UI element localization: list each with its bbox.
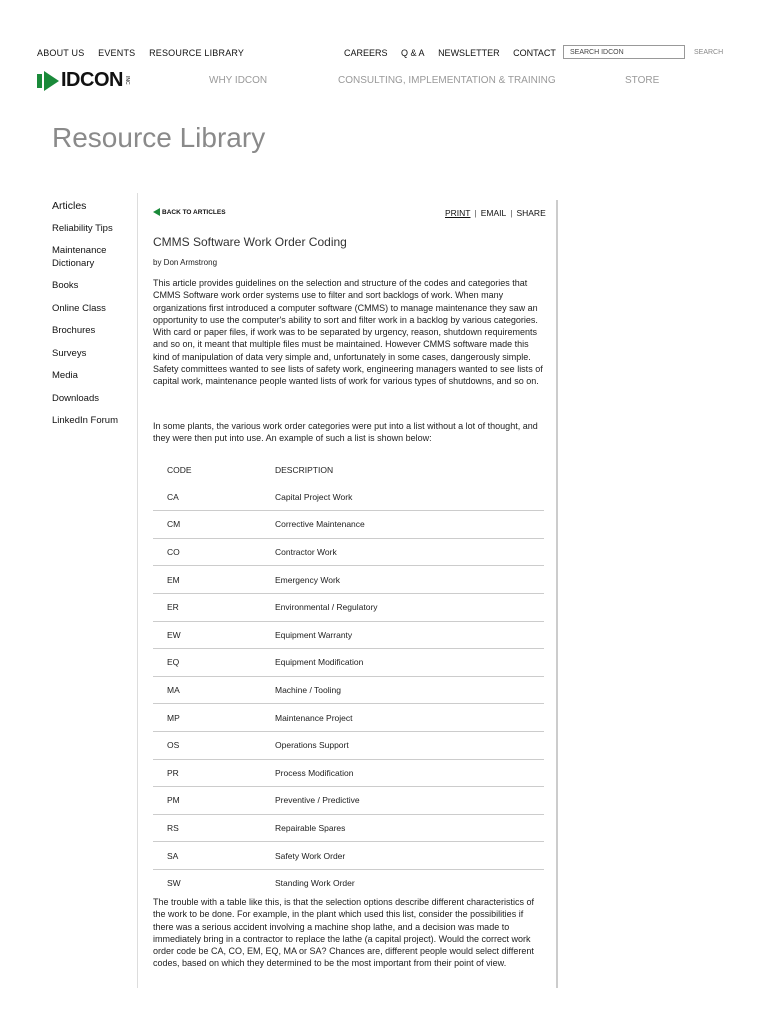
article-title: CMMS Software Work Order Coding [153, 235, 347, 249]
description-cell: Preventive / Predictive [275, 795, 360, 806]
sidebar-item-maintenance-dictionary[interactable]: Maintenance Dictionary [52, 245, 107, 269]
description-cell: Operations Support [275, 740, 349, 751]
sidebar-item-online-class[interactable]: Online Class [52, 302, 106, 314]
code-cell: SW [167, 878, 181, 889]
code-cell: SA [167, 850, 179, 861]
nav-events[interactable]: EVENTS [98, 48, 136, 58]
email-link[interactable]: EMAIL [480, 208, 507, 218]
code-cell: PR [167, 767, 179, 778]
article-paragraph-2: In some plants, the various work order categories were put into a list without a lot of thought, and they were then put into use. An example of such a list is shown below: [153, 421, 538, 444]
header-description: DESCRIPTION [275, 465, 334, 476]
description-cell: Standing Work Order [275, 878, 355, 889]
description-cell: Environmental / Regulatory [275, 602, 378, 613]
content-divider-left [137, 193, 138, 988]
code-cell: PM [167, 795, 180, 806]
description-cell: Capital Project Work [275, 491, 353, 502]
description-cell: Contractor Work [275, 547, 337, 558]
logo-arrow-icon [37, 71, 59, 91]
table-row [153, 484, 544, 511]
sidebar-item-books[interactable]: Books [52, 280, 79, 291]
description-cell: Corrective Maintenance [275, 519, 365, 530]
article-paragraph-3: The trouble with a table like this, is that the selection options describe different characteristics of the work to be done. For example, in the plant which used this list, consider the possibilities if there was a serious accident involving a machine shop lathe, and a decision was made to immediately bring in a contractor to replace the lathe (a capital project). Would the correct work order code be CA, CO, EM, EQ, MA or SA? Chances are, different people would select different codes, based on which they determined to be the most important from their point of view. [153, 897, 535, 969]
sidebar-item-surveys[interactable]: Surveys [52, 347, 87, 359]
table-row [153, 787, 544, 815]
back-to-articles-link[interactable] [153, 208, 226, 216]
table-row [153, 566, 544, 594]
nav-qa[interactable]: Q & A [401, 48, 425, 58]
table-row [153, 649, 544, 677]
back-label: BACK TO ARTICLES [162, 208, 226, 216]
nav-contact[interactable]: CONTACT [513, 48, 556, 58]
article-actions: PRINT | EMAIL | SHARE [445, 208, 546, 218]
description-cell: Process Modification [275, 767, 354, 778]
nav-resource-library[interactable]: RESOURCE LIBRARY [149, 48, 245, 58]
description-cell: Equipment Modification [275, 657, 364, 668]
idcon-logo[interactable] [37, 69, 130, 92]
search-button[interactable]: SEARCH [694, 49, 724, 56]
article-paragraph-1: This article provides guidelines on the selection and structure of the codes and categories that CMMS Software work order systems use to filter and sort backlogs of work. When many organizations first introduced a computer software (CMMS) to manage maintenance they saw an opportunity to use the computer's ability to sort and filter work in a backlog by various categories. With card or paper files, if work was to be separated by urgency, reason, shutdown requirements and so on, it meant that multiple files must be maintained. However CMMS software made this kind of manipulation of data very simple and, unfortunately in some cases, dangerously simple. Safety committees wanted to see lists of safety work, engineering managers wanted to see lists of capital work, maintenance people wanted lists of work for various types of shutdowns, and so on. [153, 278, 543, 387]
table-row [153, 814, 544, 842]
code-cell: ER [167, 602, 179, 613]
table-row [153, 842, 544, 870]
sidebar-item-downloads[interactable]: Downloads [52, 392, 99, 404]
header-code: CODE [167, 465, 192, 476]
nav-store[interactable]: STORE [625, 75, 660, 86]
table-row [153, 759, 544, 787]
table-row [153, 676, 544, 704]
nav-consulting[interactable]: CONSULTING, IMPLEMENTATION & TRAINING [338, 75, 556, 86]
sidebar-item-linkedin-forum[interactable]: LinkedIn Forum [52, 415, 119, 426]
description-cell: Repairable Spares [275, 823, 346, 834]
table-row [153, 704, 544, 732]
logo-inc: INC [123, 76, 130, 85]
nav-about-us[interactable]: ABOUT US [37, 48, 85, 58]
share-link[interactable]: SHARE [516, 208, 546, 218]
content-divider-right [556, 200, 558, 988]
nav-newsletter[interactable]: NEWSLETTER [438, 48, 500, 58]
work-order-code-table [153, 457, 544, 897]
sidebar-item-media[interactable]: Media [52, 370, 78, 381]
table-row [153, 511, 544, 539]
nav-why-idcon[interactable]: WHY IDCON [209, 75, 268, 86]
description-cell: Emergency Work [275, 574, 341, 585]
article-byline: by Don Armstrong [153, 258, 218, 267]
code-cell: RS [167, 823, 179, 834]
description-cell: Safety Work Order [275, 850, 346, 861]
description-cell: Machine / Tooling [275, 685, 341, 696]
code-cell: EQ [167, 657, 180, 668]
table-row [153, 538, 544, 566]
sidebar-item-reliability-tips[interactable]: Reliability Tips [52, 222, 113, 234]
logo-text: IDCON [61, 69, 123, 91]
code-cell: CM [167, 519, 181, 530]
sidebar [52, 200, 132, 438]
page-title: Resource Library [52, 122, 266, 153]
print-link[interactable]: PRINT [445, 208, 471, 218]
table-row [153, 621, 544, 649]
table-header-row [153, 457, 544, 484]
table-row [153, 869, 544, 896]
code-cell: EW [167, 629, 181, 640]
table-row [153, 593, 544, 621]
table-row [153, 731, 544, 759]
code-cell: OS [167, 740, 180, 751]
code-cell: EM [167, 574, 180, 585]
back-arrow-icon [153, 208, 160, 216]
sidebar-item-articles[interactable]: Articles [52, 200, 87, 212]
nav-careers[interactable]: CAREERS [344, 48, 388, 58]
description-cell: Maintenance Project [275, 712, 353, 723]
description-cell: Equipment Warranty [275, 629, 353, 640]
code-cell: CA [167, 491, 179, 502]
code-cell: MP [167, 712, 180, 723]
code-cell: MA [167, 685, 180, 696]
utility-nav [344, 48, 567, 58]
sidebar-item-brochures[interactable]: Brochures [52, 325, 96, 336]
top-nav [37, 48, 255, 58]
search-input[interactable]: SEARCH IDCON [563, 45, 685, 59]
code-cell: CO [167, 547, 180, 558]
